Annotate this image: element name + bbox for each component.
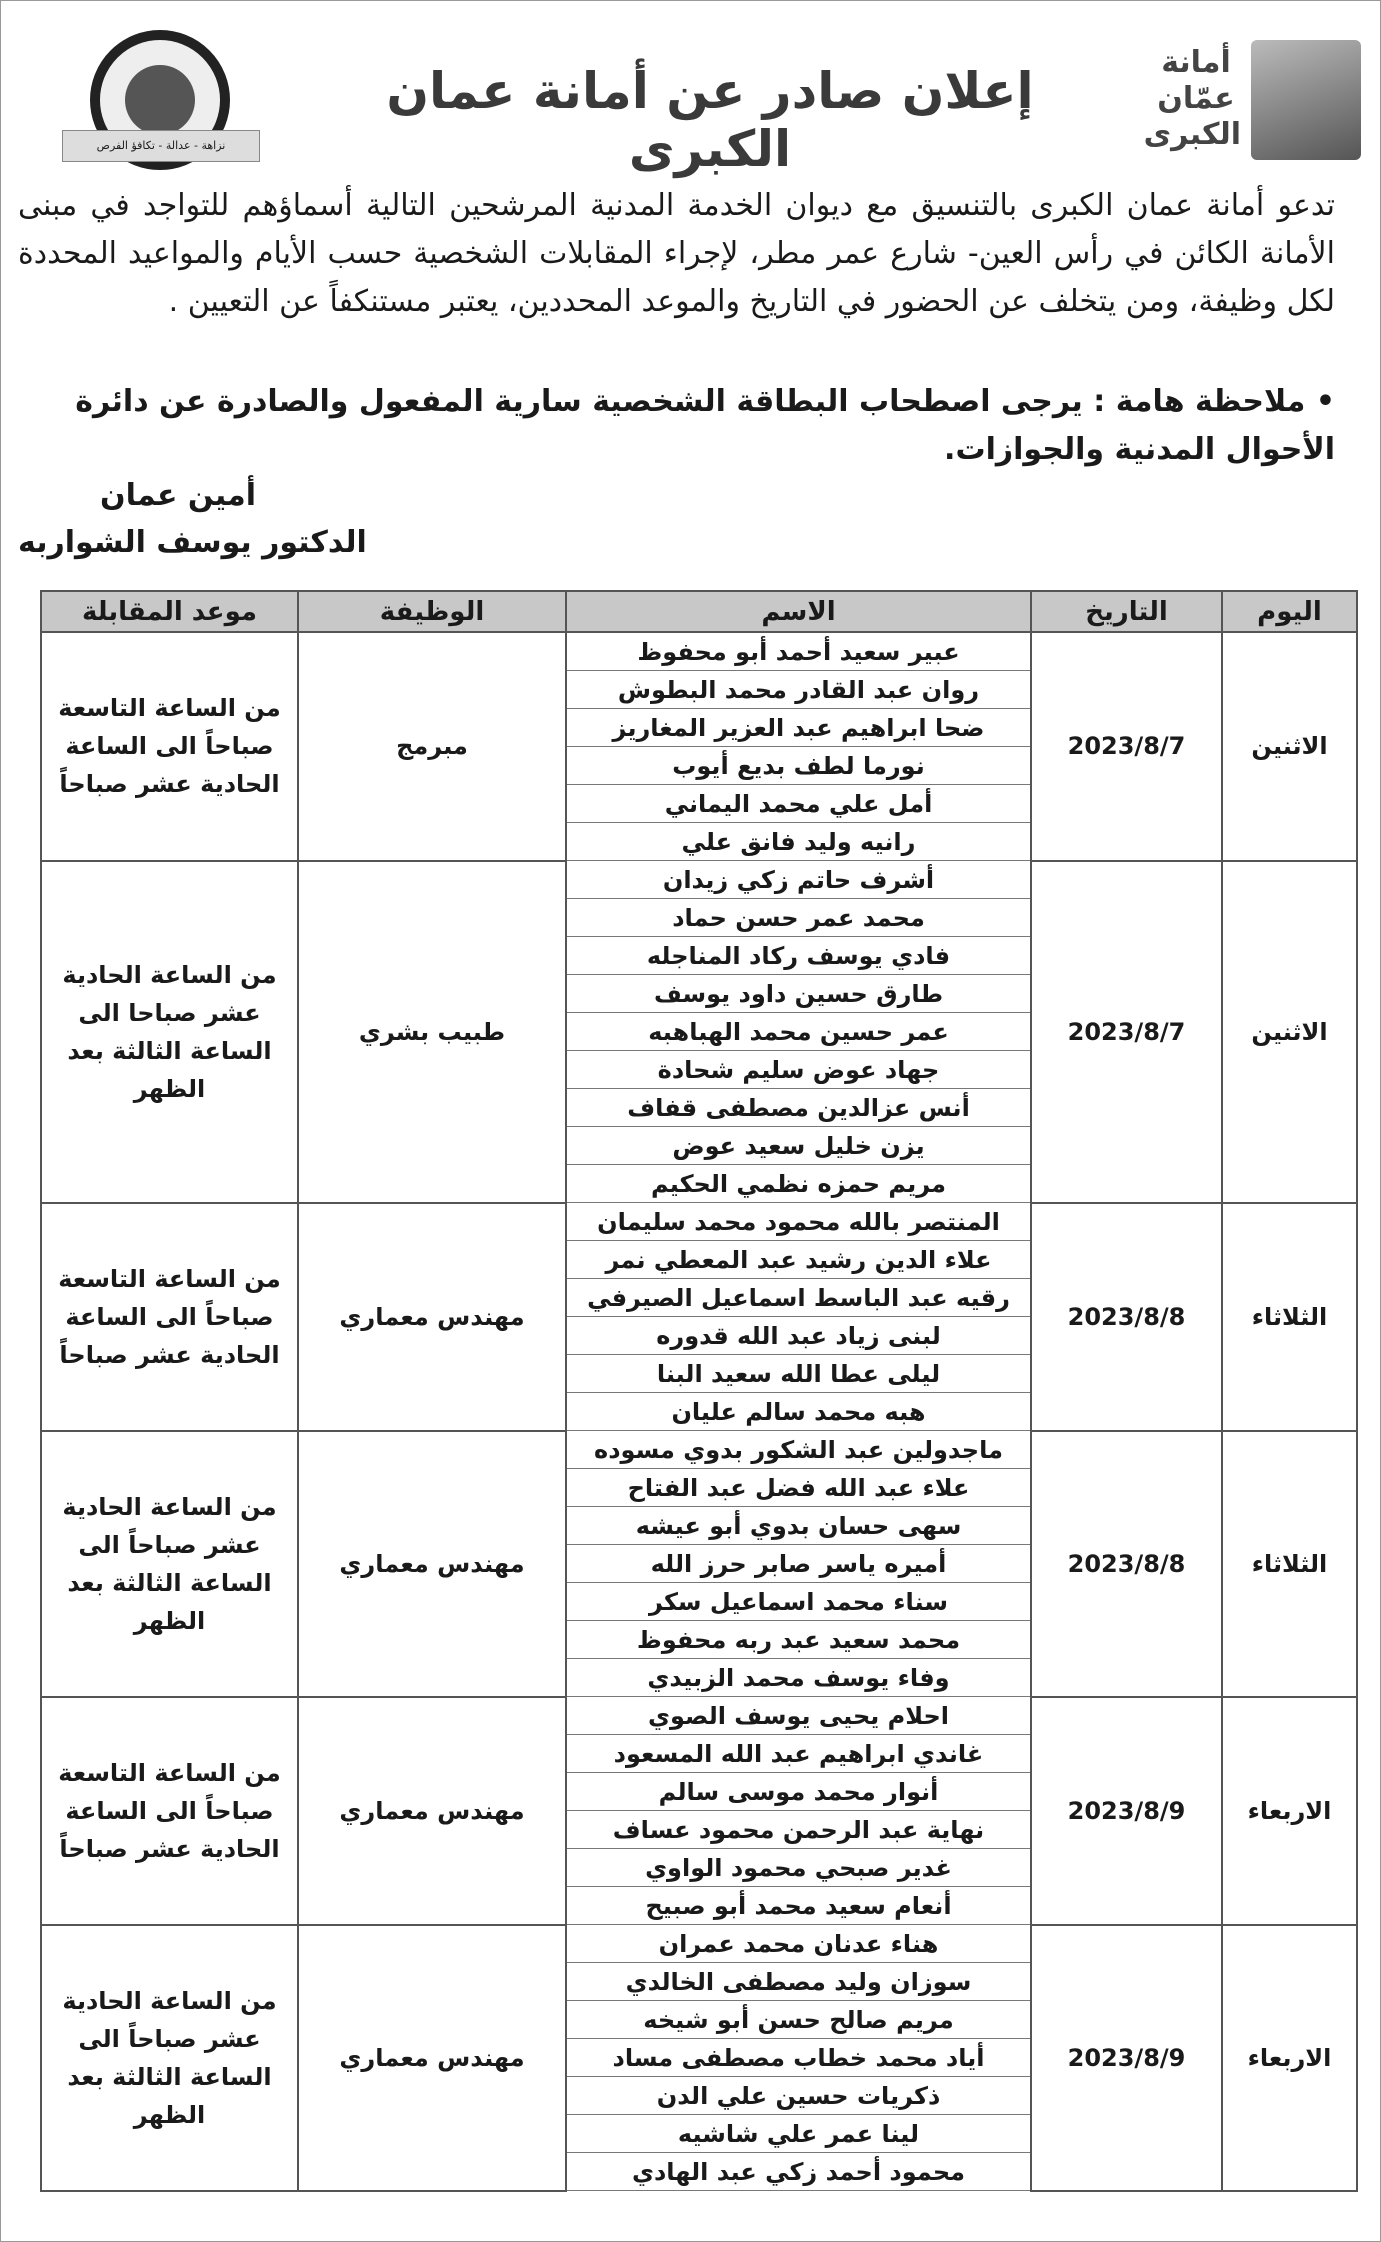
interview-time-cell: من الساعة التاسعة صباحاً الى الساعة الحادية عشر صباحاً [41, 1697, 298, 1925]
day-cell: الثلاثاء [1222, 1431, 1357, 1697]
interview-time-cell: من الساعة التاسعة صباحاً الى الساعة الحادية عشر صباحاً [41, 632, 298, 861]
job-cell: مهندس معماري [298, 1925, 566, 2191]
candidate-name: محمد عمر حسن حماد [566, 899, 1031, 937]
candidate-name: لينا عمر علي شاشيه [566, 2115, 1031, 2153]
date-cell: 2023/8/8 [1031, 1203, 1222, 1431]
candidate-name: ذكريات حسين علي الدن [566, 2077, 1031, 2115]
candidate-name: رانيه وليد فانق علي [566, 823, 1031, 861]
candidate-name: احلام يحيى يوسف الصوي [566, 1697, 1031, 1735]
candidate-name: طارق حسين داود يوسف [566, 975, 1031, 1013]
date-cell: 2023/8/7 [1031, 632, 1222, 861]
signature-title: أمين عمان [100, 478, 257, 513]
day-cell: الثلاثاء [1222, 1203, 1357, 1431]
candidate-name: ماجدولين عبد الشكور بدوي مسوده [566, 1431, 1031, 1469]
interview-schedule-table [40, 590, 1358, 2192]
candidate-name: محمد سعيد عبد ربه محفوظ [566, 1621, 1031, 1659]
candidate-name: مريم حمزه نظمي الحكيم [566, 1165, 1031, 1203]
job-cell: مهندس معماري [298, 1203, 566, 1431]
candidate-name: روان عبد القادر محمد البطوش [566, 671, 1031, 709]
table-header-row [41, 591, 1357, 632]
candidate-name: علاء الدين رشيد عبد المعطي نمر [566, 1241, 1031, 1279]
important-note: • ملاحظة هامة : يرجى اصطحاب البطاقة الشخصية سارية المفعول والصادرة عن دائرة الأحوال المدنية والجوازات. [75, 384, 1335, 467]
header-date: التاريخ [1031, 591, 1222, 632]
candidate-name: سهى حسان بدوي أبو عيشه [566, 1507, 1031, 1545]
candidate-name: أمل علي محمد اليماني [566, 785, 1031, 823]
table-row [41, 1203, 1357, 1241]
candidate-name: علاء عبد الله فضل عبد الفتاح [566, 1469, 1031, 1507]
table-row [41, 861, 1357, 899]
amana-logo [1141, 40, 1361, 170]
candidate-name: نورما لطف بديع أيوب [566, 747, 1031, 785]
candidate-name: هبه محمد سالم عليان [566, 1393, 1031, 1431]
candidate-name: أميره ياسر صابر حرز الله [566, 1545, 1031, 1583]
header-job: الوظيفة [298, 591, 566, 632]
job-cell: مهندس معماري [298, 1431, 566, 1697]
job-cell: مبرمج [298, 632, 566, 861]
date-cell: 2023/8/8 [1031, 1431, 1222, 1697]
amana-logo-text: أمانة عمّان الكبرى [1143, 45, 1241, 152]
day-cell: الاثنين [1222, 632, 1357, 861]
candidate-name: سوزان وليد مصطفى الخالدي [566, 1963, 1031, 2001]
candidate-name: جهاد عوض سليم شحادة [566, 1051, 1031, 1089]
interview-time-cell: من الساعة الحادية عشر صباحا الى الساعة الثالثة بعد الظهر [41, 861, 298, 1203]
candidate-name: المنتصر بالله محمود محمد سليمان [566, 1203, 1031, 1241]
day-cell: الاربعاء [1222, 1925, 1357, 2191]
candidate-name: سناء محمد اسماعيل سكر [566, 1583, 1031, 1621]
candidate-name: فادي يوسف ركاد المناجله [566, 937, 1031, 975]
amana-logo-image [1251, 40, 1361, 160]
interview-time-cell: من الساعة الحادية عشر صباحاً الى الساعة الثالثة بعد الظهر [41, 1925, 298, 2191]
candidate-name: لبنى زياد عبد الله قدوره [566, 1317, 1031, 1355]
interview-time-cell: من الساعة التاسعة صباحاً الى الساعة الحادية عشر صباحاً [41, 1203, 298, 1431]
candidate-name: عبير سعيد أحمد أبو محفوظ [566, 632, 1031, 671]
date-cell: 2023/8/7 [1031, 861, 1222, 1203]
candidate-name: عمر حسين محمد الهباهبه [566, 1013, 1031, 1051]
job-cell: طبيب بشري [298, 861, 566, 1203]
seal-emblem-icon [125, 65, 195, 135]
job-cell: مهندس معماري [298, 1697, 566, 1925]
candidate-name: ليلى عطا الله سعيد البنا [566, 1355, 1031, 1393]
candidate-name: رقيه عبد الباسط اسماعيل الصيرفي [566, 1279, 1031, 1317]
header-day: اليوم [1222, 591, 1357, 632]
seal-motto: نزاهة - عدالة - تكافؤ الفرص [62, 130, 260, 162]
candidate-name: نهاية عبد الرحمن محمود عساف [566, 1811, 1031, 1849]
interview-time-cell: من الساعة الحادية عشر صباحاً الى الساعة الثالثة بعد الظهر [41, 1431, 298, 1697]
page-title: إعلان صادر عن أمانة عمان الكبرى [386, 62, 1034, 178]
intro-paragraph: تدعو أمانة عمان الكبرى بالتنسيق مع ديوان الخدمة المدنية المرشحين التالية أسماؤهم للتواجد في مبنى الأمانة الكائن في رأس العين- شارع عمر مطر، لإجراء المقابلات الشخصية حسب الأيام والمواعيد المحددة لكل وظيفة، ومن يتخلف عن الحضور في التاريخ والموعد المحددين، يعتبر مستنكفاً عن التعيين . [18, 188, 1335, 319]
candidate-name: ضحا ابراهيم عبد العزير المغاريز [566, 709, 1031, 747]
candidate-name: يزن خليل سعيد عوض [566, 1127, 1031, 1165]
day-cell: الاربعاء [1222, 1697, 1357, 1925]
signature-name: الدكتور يوسف الشواربه [18, 525, 367, 560]
table-row [41, 1925, 1357, 1963]
candidate-name: وفاء يوسف محمد الزبيدي [566, 1659, 1031, 1697]
candidate-name: أشرف حاتم زكي زيدان [566, 861, 1031, 899]
date-cell: 2023/8/9 [1031, 1697, 1222, 1925]
candidate-name: مريم صالح حسن أبو شيخه [566, 2001, 1031, 2039]
header-name: الاسم [566, 591, 1031, 632]
candidate-name: هناء عدنان محمد عمران [566, 1925, 1031, 1963]
candidate-name: محمود أحمد زكي عبد الهادي [566, 2153, 1031, 2191]
day-cell: الاثنين [1222, 861, 1357, 1203]
candidate-name: غاندي ابراهيم عبد الله المسعود [566, 1735, 1031, 1773]
table-row [41, 1431, 1357, 1469]
candidate-name: أياد محمد خطاب مصطفى مساد [566, 2039, 1031, 2077]
candidate-name: أنعام سعيد محمد أبو صبيح [566, 1887, 1031, 1925]
table-row [41, 632, 1357, 671]
header-interview-time: موعد المقابلة [41, 591, 298, 632]
candidate-name: أنس عزالدين مصطفى قفاف [566, 1089, 1031, 1127]
candidate-name: أنوار محمد موسى سالم [566, 1773, 1031, 1811]
candidate-name: غدير صبحي محمود الواوي [566, 1849, 1031, 1887]
table-row [41, 1697, 1357, 1735]
date-cell: 2023/8/9 [1031, 1925, 1222, 2191]
